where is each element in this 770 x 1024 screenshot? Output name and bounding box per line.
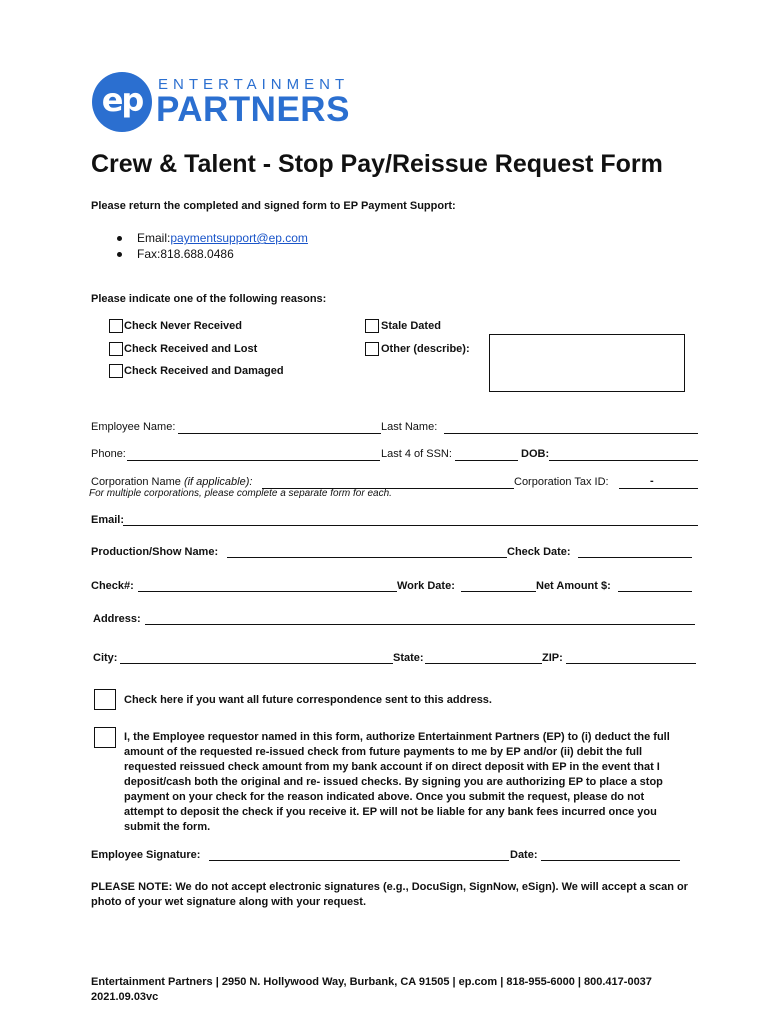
zip-field[interactable] [566, 651, 696, 664]
phone-field[interactable] [127, 448, 380, 461]
dob-field[interactable] [549, 448, 698, 461]
email-field[interactable] [123, 513, 698, 526]
logo-main-text: PARTNERS [156, 90, 350, 129]
work-date-label: Work Date: [397, 580, 455, 592]
corp-tax-id-field[interactable] [619, 476, 698, 489]
ep-logo-mark: ep [92, 72, 152, 132]
reason-label: Other (describe): [381, 343, 470, 355]
fax-value: 818.688.0486 [160, 247, 234, 261]
bullet-icon [117, 252, 122, 257]
checkbox-never-received[interactable] [109, 319, 123, 333]
reasons-heading: Please indicate one of the following reasons: [91, 293, 327, 305]
footer-version: 2021.09.03vc [91, 991, 159, 1003]
address-field[interactable] [145, 612, 695, 625]
check-number-label: Check#: [91, 580, 134, 592]
corp-tax-id-dash: - [650, 475, 654, 487]
zip-label: ZIP: [542, 652, 563, 664]
phone-label: Phone: [91, 448, 126, 460]
city-field[interactable] [120, 651, 393, 664]
email-field-label: Email: [91, 514, 125, 526]
email-label: Email: [137, 231, 171, 245]
net-amount-label: Net Amount $: [536, 580, 611, 592]
return-instruction: Please return the completed and signed form to EP Payment Support: [91, 200, 456, 212]
address-label: Address: [93, 613, 141, 625]
corp-name-text: Corporation Name [91, 476, 181, 488]
authorization-checkbox[interactable] [94, 727, 116, 748]
dob-label: DOB: [521, 448, 550, 460]
last-name-label: Last Name: [381, 421, 438, 433]
reason-label: Stale Dated [381, 320, 441, 332]
employee-name-label: Employee Name: [91, 421, 176, 433]
reason-label: Check Received and Lost [124, 343, 258, 355]
corp-name-note: (if applicable): [183, 476, 253, 488]
production-show-field[interactable] [227, 545, 507, 558]
ssn-label: Last 4 of SSN: [381, 448, 452, 460]
check-date-field[interactable] [578, 545, 692, 558]
check-number-field[interactable] [138, 579, 397, 592]
email-link[interactable]: paymentsupport@ep.com [170, 231, 308, 245]
checkbox-received-damaged[interactable] [109, 364, 123, 378]
future-correspondence-label: Check here if you want all future correspondence sent to this address. [124, 694, 492, 706]
city-label: City: [93, 652, 118, 664]
future-correspondence-text [124, 694, 492, 706]
work-date-field[interactable] [461, 579, 536, 592]
employee-signature-label: Employee Signature: [91, 849, 201, 861]
fax-label: Fax: [137, 247, 161, 261]
signature-date-label: Date: [510, 849, 538, 861]
other-describe-field[interactable] [489, 334, 685, 392]
ssn-field[interactable] [455, 448, 518, 461]
footer-address: Entertainment Partners | 2950 N. Hollywood Way, Burbank, CA 91505 | ep.com | 818-955-6000 | 800.417-0037 [91, 976, 652, 988]
net-amount-field[interactable] [618, 579, 692, 592]
multi-corp-note: For multiple corporations, please complete a separate form for each. [89, 488, 392, 499]
checkbox-other[interactable] [365, 342, 379, 356]
signature-date-field[interactable] [541, 848, 680, 861]
contact-email [137, 231, 308, 245]
authorization-text: I, the Employee requestor named in this form, authorize Entertainment Partners (EP) to (i) deduct the full amount of the requested re-issued check from future payments to me by EP and/or (ii) debit the full requested reissued check amount from my bank account if on direct deposit with EP in the event that I deposit/cash both the original and re- issued checks. By signing you are authorizing EP to place a stop payment on your check for the reason indicated above. Once you submit the request, please do not attempt to deposit the check if you receive it. EP will not be liable for any bank fees incurred once you submit the form. [124, 731, 670, 833]
form-title: Crew & Talent - Stop Pay/Reissue Request Form [91, 150, 663, 178]
reason-label: Check Never Received [124, 320, 243, 332]
logo-top-text: ENTERTAINMENT [158, 76, 350, 93]
state-label: State: [393, 652, 424, 664]
check-date-label: Check Date: [507, 546, 571, 558]
employee-signature-field[interactable] [209, 848, 509, 861]
corp-name-label [91, 476, 252, 488]
checkbox-received-lost[interactable] [109, 342, 123, 356]
please-note-text: PLEASE NOTE: We do not accept electronic signatures (e.g., DocuSign, SignNow, eSign). We will accept a scan or photo of your wet signature along with your request. [91, 881, 688, 908]
reason-label: Check Received and Damaged [124, 365, 284, 377]
contact-fax [137, 247, 234, 261]
checkbox-stale-dated[interactable] [365, 319, 379, 333]
production-show-label: Production/Show Name: [91, 546, 219, 558]
bullet-icon [117, 236, 122, 241]
last-name-field[interactable] [444, 421, 698, 434]
corp-tax-id-label: Corporation Tax ID: [514, 476, 609, 488]
employee-name-field[interactable] [178, 421, 381, 434]
state-field[interactable] [425, 651, 542, 664]
future-correspondence-checkbox[interactable] [94, 689, 116, 710]
